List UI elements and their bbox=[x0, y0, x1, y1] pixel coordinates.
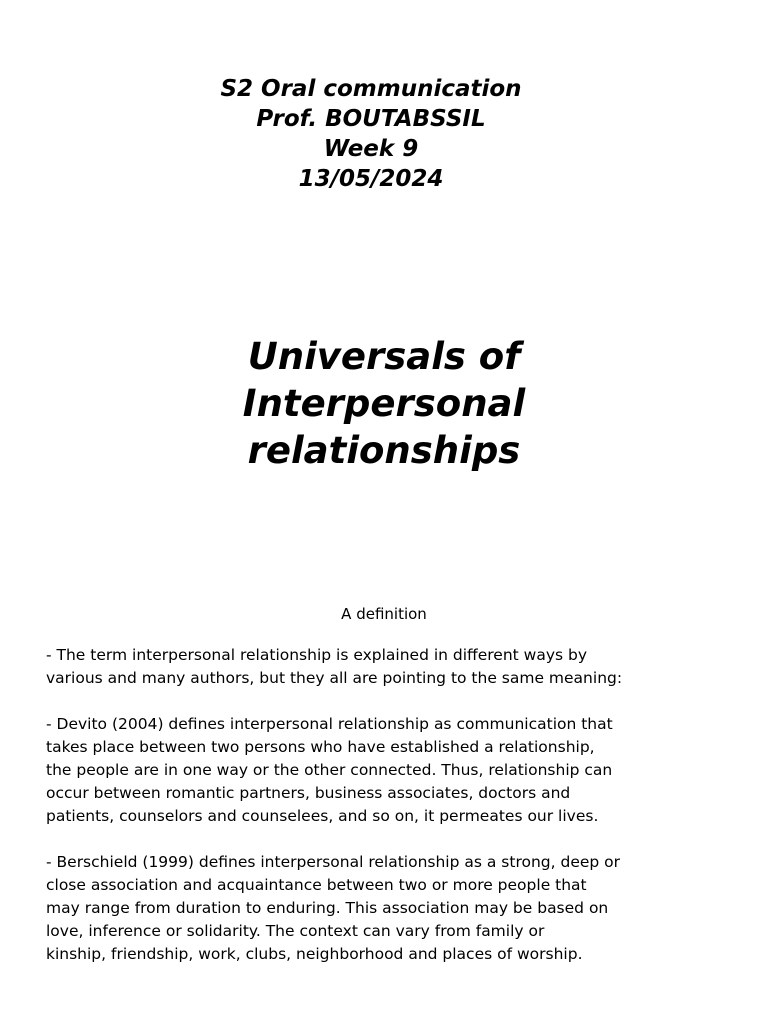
title-line-2: Interpersonal bbox=[242, 382, 526, 425]
paragraph-line: may range from duration to enduring. This association may be based on bbox=[46, 899, 609, 917]
paragraph-line: the people are in one way or the other connected. Thus, relationship can bbox=[46, 761, 613, 779]
paragraph-2 bbox=[46, 713, 686, 828]
paragraph-line: takes place between two persons who have established a relationship, bbox=[46, 738, 595, 756]
paragraph-line: occur between romantic partners, business associates, doctors and bbox=[46, 784, 571, 802]
course-header bbox=[0, 74, 742, 194]
paragraph-3 bbox=[46, 851, 664, 966]
section-heading: A definition bbox=[341, 605, 427, 623]
paragraph-line: various and many authors, but they all are pointing to the same meaning: bbox=[46, 669, 623, 687]
course-name: S2 Oral communication bbox=[220, 76, 522, 102]
paragraph-1 bbox=[46, 644, 668, 690]
paragraph-line: patients, counselors and counselees, and so on, it permeates our lives. bbox=[46, 807, 599, 825]
paragraph-line: - The term interpersonal relationship is explained in different ways by bbox=[46, 646, 588, 664]
paragraph-line: - Devito (2004) defines interpersonal relationship as communication that bbox=[46, 715, 613, 733]
title-line-1: Universals of bbox=[247, 335, 521, 378]
paragraph-line: love, inference or solidarity. The context can vary from family or bbox=[46, 922, 545, 940]
lecture-date: 13/05/2024 bbox=[298, 166, 444, 192]
title-line-3: relationships bbox=[247, 429, 521, 472]
paragraph-line: close association and acquaintance between two or more people that bbox=[46, 876, 587, 894]
document-title bbox=[0, 333, 768, 474]
week-label: Week 9 bbox=[323, 136, 419, 162]
paragraph-line: - Berschield (1999) defines interpersonal relationship as a strong, deep or bbox=[46, 853, 621, 871]
paragraph-line: kinship, friendship, work, clubs, neighborhood and places of worship. bbox=[46, 945, 583, 963]
professor-name: Prof. BOUTABSSIL bbox=[256, 106, 486, 132]
